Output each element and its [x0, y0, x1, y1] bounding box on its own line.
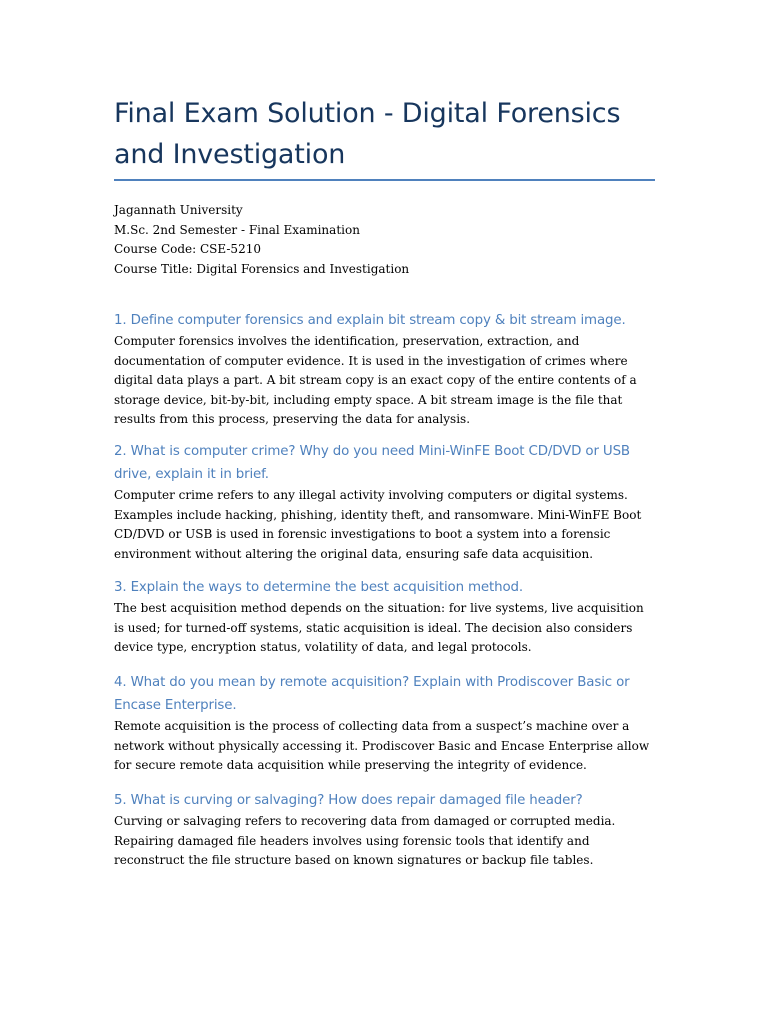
answer-1-text: Computer forensics involves the identification, preservation, extraction, and documentation of computer evidence. It is used in the investigation of crimes where digital data plays a part. A bit stream copy is an exact copy of the entire contents of a storage device, bit-by-bit, including empty space. A bit stream image is the file that results from this process, preserving the data for analysis. [114, 334, 637, 426]
answer-5-text: Curving or salvaging refers to recovering data from damaged or corrupted media. Repairing damaged file headers involves using forensic tools that identify and reconstruct the file structure based on known signatures or backup file tables. [114, 814, 616, 867]
meta-semester: M.Sc. 2nd Semester - Final Examination [114, 222, 360, 237]
title-underline [114, 179, 655, 181]
meta-course-title: Course Title: Digital Forensics and Investigation [114, 261, 410, 276]
meta-university: Jagannath University [114, 203, 243, 217]
section-1 [114, 309, 656, 430]
section-2 [114, 440, 656, 564]
answer-2-text: Computer crime refers to any illegal activity involving computers or digital systems. Examples include hacking, phishing, identity theft, and ransomware. Mini-WinFE Boot CD/DVD or USB is used in forensic investigations to boot a system into a forensic environment without altering the original data, ensuring safe data acquisition. [114, 488, 642, 561]
meta-course-code: Course Code: CSE-5210 [114, 242, 261, 256]
question-3-heading: 3. Explain the ways to determine the best acquisition method. [114, 580, 523, 595]
question-1-heading: 1. Define computer forensics and explain bit stream copy & bit stream image. [114, 313, 626, 328]
question-4-heading: 4. What do you mean by remote acquisition? Explain with Prodiscover Basic or Encase Enterprise. [114, 675, 630, 713]
question-5-heading: 5. What is curving or salvaging? How does repair damaged file header? [114, 793, 583, 808]
answer-4-text: Remote acquisition is the process of collecting data from a suspect’s machine over a network without physically accessing it. Prodiscover Basic and Encase Enterprise allow for secure remote data acquisition while preserving the integrity of evidence. [114, 719, 650, 772]
question-2-heading: 2. What is computer crime? Why do you need Mini-WinFE Boot CD/DVD or USB drive, explain it in brief. [114, 444, 630, 482]
document-title: Final Exam Solution - Digital Forensics and Investigation [114, 98, 621, 170]
section-3 [114, 576, 656, 658]
answer-3-text: The best acquisition method depends on the situation: for live systems, live acquisition is used; for turned-off systems, static acquisition is ideal. The decision also considers device type, encryption status, volatility of data, and legal protocols. [114, 601, 644, 654]
section-5 [114, 789, 656, 871]
section-4 [114, 671, 656, 776]
document-meta [114, 201, 656, 279]
